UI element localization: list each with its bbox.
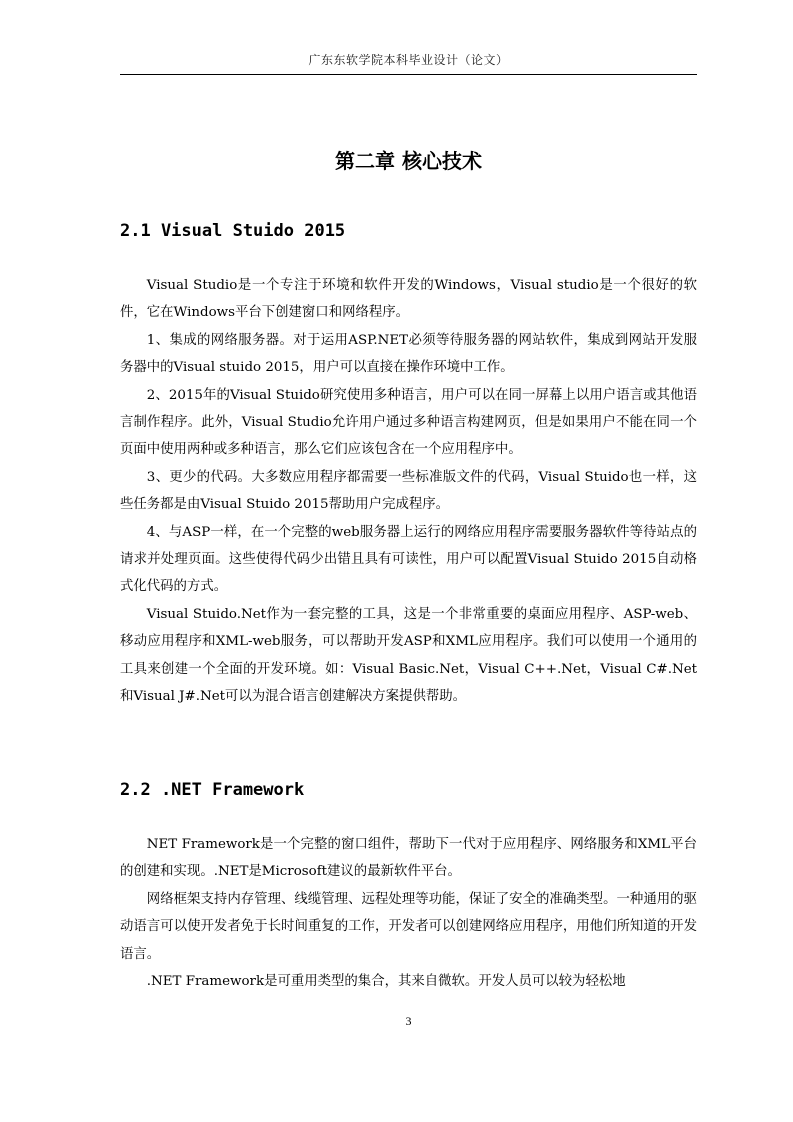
paragraph: Visual Stuido.Net作为一套完整的工具，这是一个非常重要的桌面应用程序、ASP-web、移动应用程序和XML-web服务，可以帮助开发ASP和XML应用程序。我们可以使用一个通用的工具来创建一个全面的开发环境。如：Visual Basic.Net，Visual C++.Net，Visual C#.Net和Visual J#.Net可以为混合语言创建解决方案提供帮助。 xyxy=(120,606,697,705)
paragraph: 1、集成的网络服务器。对于运用ASP.NET必须等待服务器的网站软件，集成到网站开发服务器中的Visual stuido 2015，用户可以直接在操作环境中工作。 xyxy=(120,332,697,376)
paragraph: 网络框架支持内存管理、线缆管理、远程处理等功能，保证了安全的准确类型。一种通用的驱动语言可以使开发者免于长时间重复的工作，开发者可以创建网络应用程序，用他们所知道的开发语言。 xyxy=(120,891,697,962)
paragraph: 2、2015年的Visual Stuido研究使用多种语言，用户可以在同一屏幕上以用户语言或其他语言制作程序。此外，Visual Studio允许用户通过多种语言构建网页，但是如果用户不能在同一个页面中使用两种或多种语言，那么它们应该包含在一个应用程序中。 xyxy=(120,387,697,458)
header-rule xyxy=(120,74,697,75)
section-heading-2-1: 2.1 Visual Stuido 2015 xyxy=(120,221,346,241)
section-body-2-2 xyxy=(120,831,697,995)
paragraph: 4、与ASP一样，在一个完整的web服务器上运行的网络应用程序需要服务器软件等待站点的请求并处理页面。这些使得代码少出错且具有可读性，用户可以配置Visual Stuido 2015自动格式化代码的方式。 xyxy=(120,524,697,595)
running-header: 广东东软学院本科毕业设计（论文） xyxy=(308,53,509,67)
chapter-title: 第二章 核心技术 xyxy=(335,149,482,173)
page-number: 3 xyxy=(405,1014,412,1028)
paragraph: NET Framework是一个完整的窗口组件，帮助下一代对于应用程序、网络服务和XML平台的创建和实现。.NET是Microsoft建议的最新软件平台。 xyxy=(120,837,697,880)
paragraph: 3、更少的代码。大多数应用程序都需要一些标准版文件的代码，Visual Stuido也一样，这些任务都是由Visual Stuido 2015帮助用户完成程序。 xyxy=(120,469,697,513)
paragraph: .NET Framework是可重用类型的集合，其来自微软。开发人员可以较为轻松地 xyxy=(146,974,626,990)
section-heading-2-2: 2.2 .NET Framework xyxy=(120,780,305,800)
paragraph: Visual Studio是一个专注于环境和软件开发的Windows，Visual studio是一个很好的软件，它在Windows平台下创建窗口和网络程序。 xyxy=(120,278,697,321)
section-body-2-1 xyxy=(120,272,697,711)
